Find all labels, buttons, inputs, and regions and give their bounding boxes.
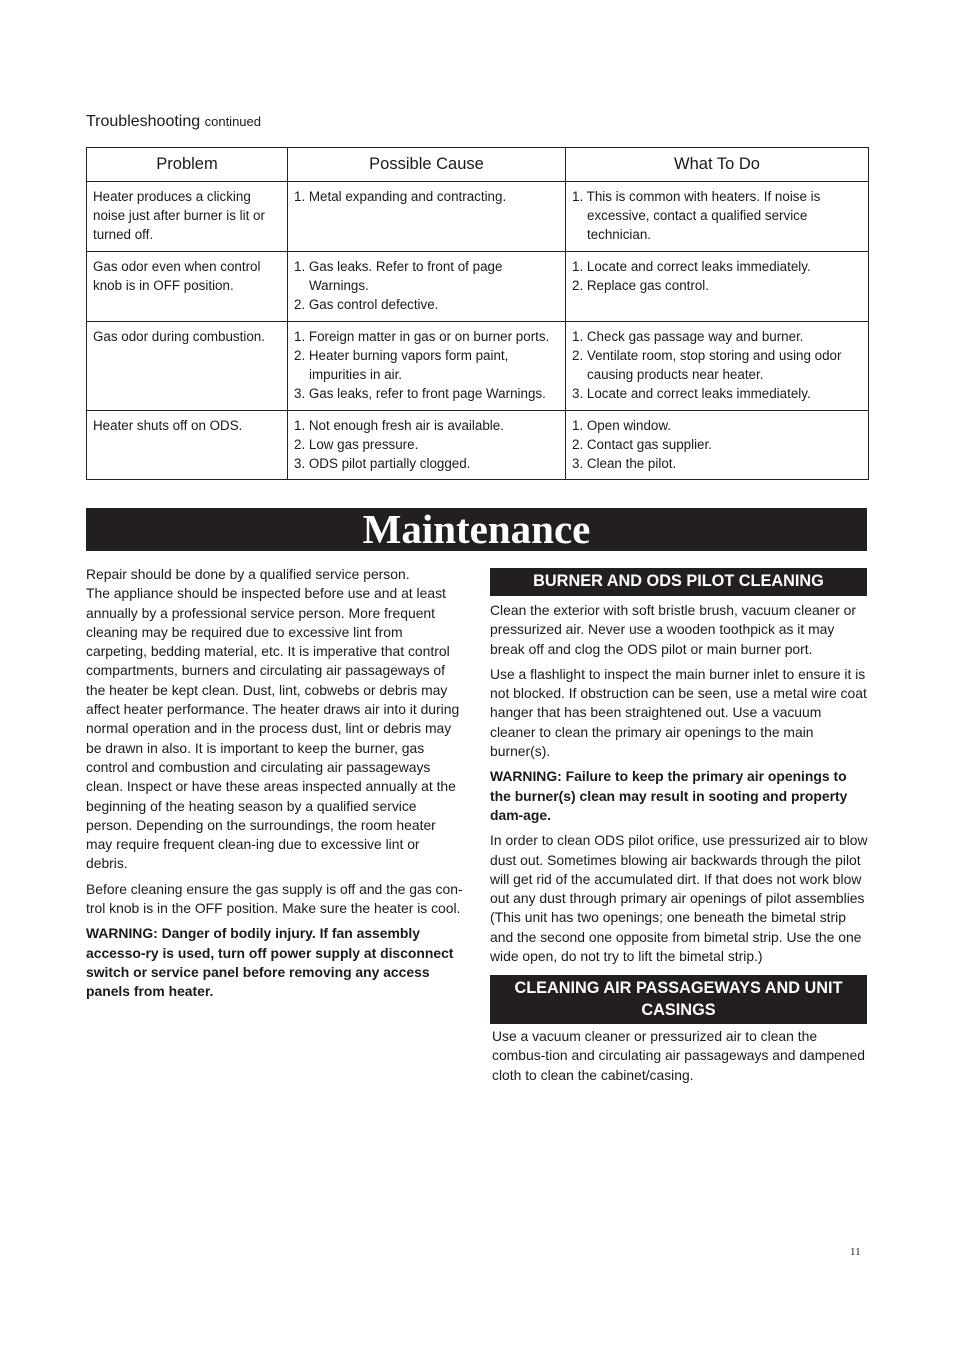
intro-line: Repair should be done by a qualified service person.	[86, 566, 410, 582]
cause-cell	[288, 182, 566, 252]
burner-paragraph-2: Use a flashlight to inspect the main burner inlet to ensure it is not blocked. If obstruction can be seen, use a metal wire coat hanger that has been straightened out. Use a vacuum cleaner to clean the primary air openings to the main burner(s).	[490, 665, 867, 760]
table-row	[87, 252, 869, 322]
cause-item: 1. Not enough fresh air is available.	[294, 417, 504, 433]
header-possible-cause: Possible Cause	[288, 148, 566, 182]
problem-cell: Gas odor even when control knob is in OFF position.	[87, 252, 288, 322]
action-item: 1. Check gas passage way and burner.	[572, 328, 804, 344]
action-item: 1. This is common with heaters. If noise is excessive, contact a qualified service technician.	[572, 189, 821, 243]
passageways-paragraph: Use a vacuum cleaner or pressurized air to clean the combus-tion and circulating air passageways and dampened cloth to clean the cabinet/casing.	[492, 1028, 865, 1083]
page-number: 11	[850, 1246, 861, 1258]
intro-paragraph	[86, 565, 464, 874]
burner-cleaning-heading: BURNER AND ODS PILOT CLEANING	[490, 568, 867, 596]
problem-cell: Heater shuts off on ODS.	[87, 410, 288, 480]
problem-cell: Gas odor during combustion.	[87, 321, 288, 410]
header-what-to-do: What To Do	[566, 148, 869, 182]
action-item: 1. Locate and correct leaks immediately.	[572, 259, 811, 274]
cause-cell	[288, 321, 566, 410]
troubleshooting-title: Troubleshooting	[86, 113, 201, 130]
burner-warning: WARNING: Failure to keep the primary air openings to the burner(s) clean may result in sooting and property dam-age.	[490, 768, 848, 823]
cause-item: 2. Gas control defective.	[294, 297, 439, 313]
troubleshooting-table	[86, 147, 869, 480]
table-header-row	[87, 148, 869, 182]
action-item: 1. Open window.	[572, 417, 672, 433]
troubleshooting-heading	[86, 113, 261, 131]
maintenance-banner: Maintenance	[86, 508, 867, 551]
action-item: 2. Ventilate room, stop storing and using odor causing products near heater.	[572, 347, 842, 383]
maintenance-intro-column	[86, 565, 464, 1008]
cause-item: 1. Metal expanding and contracting.	[294, 189, 507, 204]
cause-item: 1. Gas leaks. Refer to front of page Warnings.	[294, 259, 503, 294]
table-row	[87, 321, 869, 410]
air-passageways-heading: CLEANING AIR PASSAGEWAYS AND UNIT CASINGS	[490, 975, 867, 1024]
burner-cleaning-column	[490, 601, 868, 972]
cause-item: 2. Heater burning vapors form paint, impurities in air.	[294, 347, 509, 383]
cause-item: 3. Gas leaks, refer to front page Warnings.	[294, 386, 546, 402]
cause-item: 3. ODS pilot partially clogged.	[294, 456, 471, 472]
cause-cell	[288, 252, 566, 322]
intro-body: The appliance should be inspected before use and at least annually by a professional service person. More frequent cleaning may be required due to excessive lint from carpeting, bedding material, etc. It is imperative that control compartments, burners and circulating air passageways of the heater be kept clean. Dust, lint, cobwebs or debris may affect heater performance. The heater draws air into it during normal operation and in the process dust, lint or debris may be drawn in also. It is important to keep the burner, gas control and combustion and circulating air passageways clean. Inspect or have these areas inspected annually at the beginning of the heating season by a qualified service person. Depending on the surroundings, the room heater may require frequent clean-ing due to excessive lint or debris.	[86, 585, 460, 872]
table-row	[87, 182, 869, 252]
action-cell	[566, 410, 869, 480]
burner-paragraph-1: Clean the exterior with soft bristle brush, vacuum cleaner or pressurized air. Never use a wooden toothpick as it may break off and clog the ODS pilot or main burner port.	[490, 602, 856, 657]
cleaning-precaution-paragraph: Before cleaning ensure the gas supply is off and the gas con-trol knob is in the OFF position. Make sure the heater is cool.	[86, 880, 463, 917]
action-item: 2. Contact gas supplier.	[572, 436, 712, 452]
problem-cell: Heater produces a clicking noise just after burner is lit or turned off.	[87, 182, 288, 252]
action-item: 2. Replace gas control.	[572, 278, 709, 294]
cause-item: 1. Foreign matter in gas or on burner ports.	[294, 328, 550, 344]
burner-paragraph-3: In order to clean ODS pilot orifice, use pressurized air to blow dust out. Sometimes blowing air backwards through the pilot will get rid of the accumulated dirt. If that does not work blow out any dust through primary air openings of pilot assemblies (This unit has two openings; one beneath the bimetal strip and the second one opposite from bimetal strip. Use the one wide open, do not try to lift the bimetal strip.)	[490, 832, 868, 965]
air-passageways-column	[492, 1027, 868, 1091]
cause-cell	[288, 410, 566, 480]
action-item: 3. Clean the pilot.	[572, 456, 677, 472]
continued-label: continued	[204, 114, 261, 129]
fan-warning: WARNING: Danger of bodily injury. If fan assembly accesso-ry is used, turn off power supply at disconnect switch or service panel before removing any access panels from heater.	[86, 925, 454, 1000]
action-cell	[566, 252, 869, 322]
action-cell	[566, 321, 869, 410]
header-problem: Problem	[87, 148, 288, 182]
action-item: 3. Locate and correct leaks immediately.	[572, 386, 811, 402]
action-cell	[566, 182, 869, 252]
table-row	[87, 410, 869, 480]
cause-item: 2. Low gas pressure.	[294, 436, 419, 452]
